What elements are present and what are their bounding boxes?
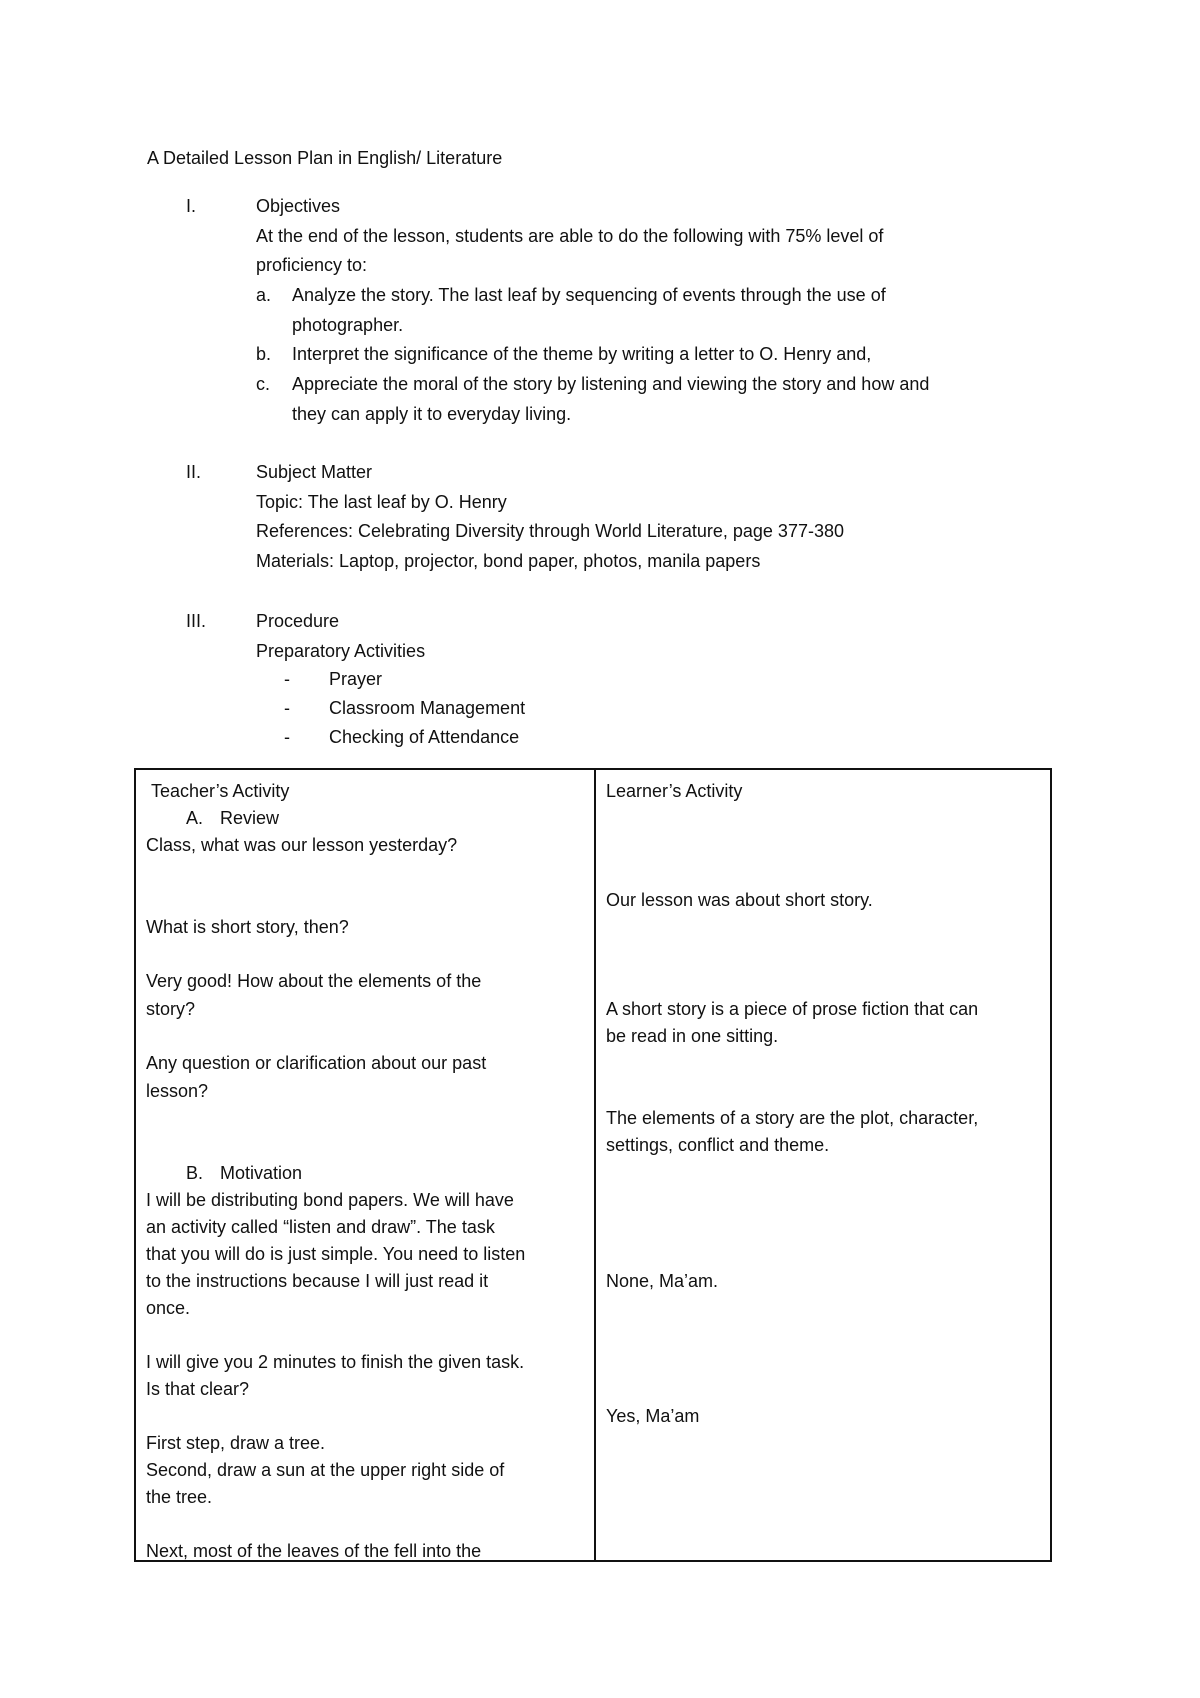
teacher-line: Next, most of the leaves of the fell into the [146,1541,482,1561]
teacher-line: story? [146,999,196,1019]
objectives-heading: Objectives [256,196,341,216]
learner-activity-header: Learner’s Activity [606,781,743,801]
teacher-line: to the instructions because I will just read it [146,1271,489,1291]
learner-line: Our lesson was about short story. [606,890,873,910]
objective-a-line-1: Analyze the story. The last leaf by sequencing of events through the use of [292,285,886,305]
activity-bullet: - [284,698,290,718]
objective-c-line-2: they can apply it to everyday living. [292,403,572,424]
teacher-line: First step, draw a tree. [146,1433,326,1453]
teacher-line: Very good! How about the elements of the [146,971,482,991]
subject-materials: Materials: Laptop, projector, bond paper, photos, manila papers [256,550,761,571]
activity-classroom-management: Classroom Management [329,698,526,718]
learner-line: None, Ma’am. [606,1271,719,1291]
subject-matter-numeral: II. [186,462,202,482]
subject-references: References: Celebrating Diversity through World Literature, page 377-380 [256,521,844,541]
column-divider [594,770,596,1560]
teacher-line: lesson? [146,1081,209,1101]
objective-b-letter: b. [256,344,272,364]
motivation-letter: B. [186,1163,204,1183]
activity-table [134,768,1052,1562]
activity-checking-attendance: Checking of Attendance [329,727,520,747]
objectives-numeral: I. [186,196,197,216]
procedure-heading: Procedure [256,611,340,631]
objective-a-line-2: photographer. [292,314,404,335]
teacher-line: once. [146,1298,191,1318]
teacher-line: that you will do is just simple. You need to listen [146,1244,526,1264]
teacher-line: What is short story, then? [146,917,349,937]
teacher-line: the tree. [146,1487,213,1507]
teacher-line: Second, draw a sun at the upper right side of [146,1460,505,1480]
procedure-section [256,607,1046,666]
activity-bullet: - [284,669,290,689]
teacher-line: Is that clear? [146,1379,250,1399]
objectives-intro-line-2: proficiency to: [256,255,368,275]
subject-matter-section [256,458,1046,576]
learner-line: A short story is a piece of prose fiction that can [606,999,979,1019]
learner-line: The elements of a story are the plot, character, [606,1108,979,1128]
subject-matter-heading: Subject Matter [256,462,373,482]
activity-prayer: Prayer [329,669,383,689]
activity-bullet: - [284,727,290,747]
motivation-label: Motivation [220,1163,303,1183]
document-title: A Detailed Lesson Plan in English/ Literature [147,148,503,168]
teacher-line: I will be distributing bond papers. We will have [146,1190,514,1210]
learner-line: Yes, Ma’am [606,1406,700,1426]
subject-topic: Topic: The last leaf by O. Henry [256,491,507,512]
review-letter: A. [186,808,204,828]
objective-b [292,340,1052,370]
learner-line: be read in one sitting. [606,1026,779,1046]
objective-c-letter: c. [256,374,271,394]
teacher-line: an activity called “listen and draw”. The task [146,1217,495,1237]
teacher-line: Any question or clarification about our past [146,1053,487,1073]
teacher-activity-header: Teacher’s Activity [151,781,290,801]
teacher-line: I will give you 2 minutes to finish the given task. [146,1352,525,1372]
objectives-intro-line-1: At the end of the lesson, students are able to do the following with 75% level of [256,225,884,246]
objective-c-line-1: Appreciate the moral of the story by listening and viewing the story and how and [292,374,930,394]
objective-b-line-1: Interpret the significance of the theme by writing a letter to O. Henry and, [292,344,872,364]
teacher-line: Class, what was our lesson yesterday? [146,835,458,855]
review-label: Review [220,808,280,828]
objective-c [292,370,1052,429]
learner-line: settings, conflict and theme. [606,1135,830,1155]
objectives-section [256,192,1046,281]
procedure-numeral: III. [186,611,207,631]
objective-a [292,281,1052,340]
objective-a-letter: a. [256,285,272,305]
preparatory-activities-heading: Preparatory Activities [256,640,426,661]
